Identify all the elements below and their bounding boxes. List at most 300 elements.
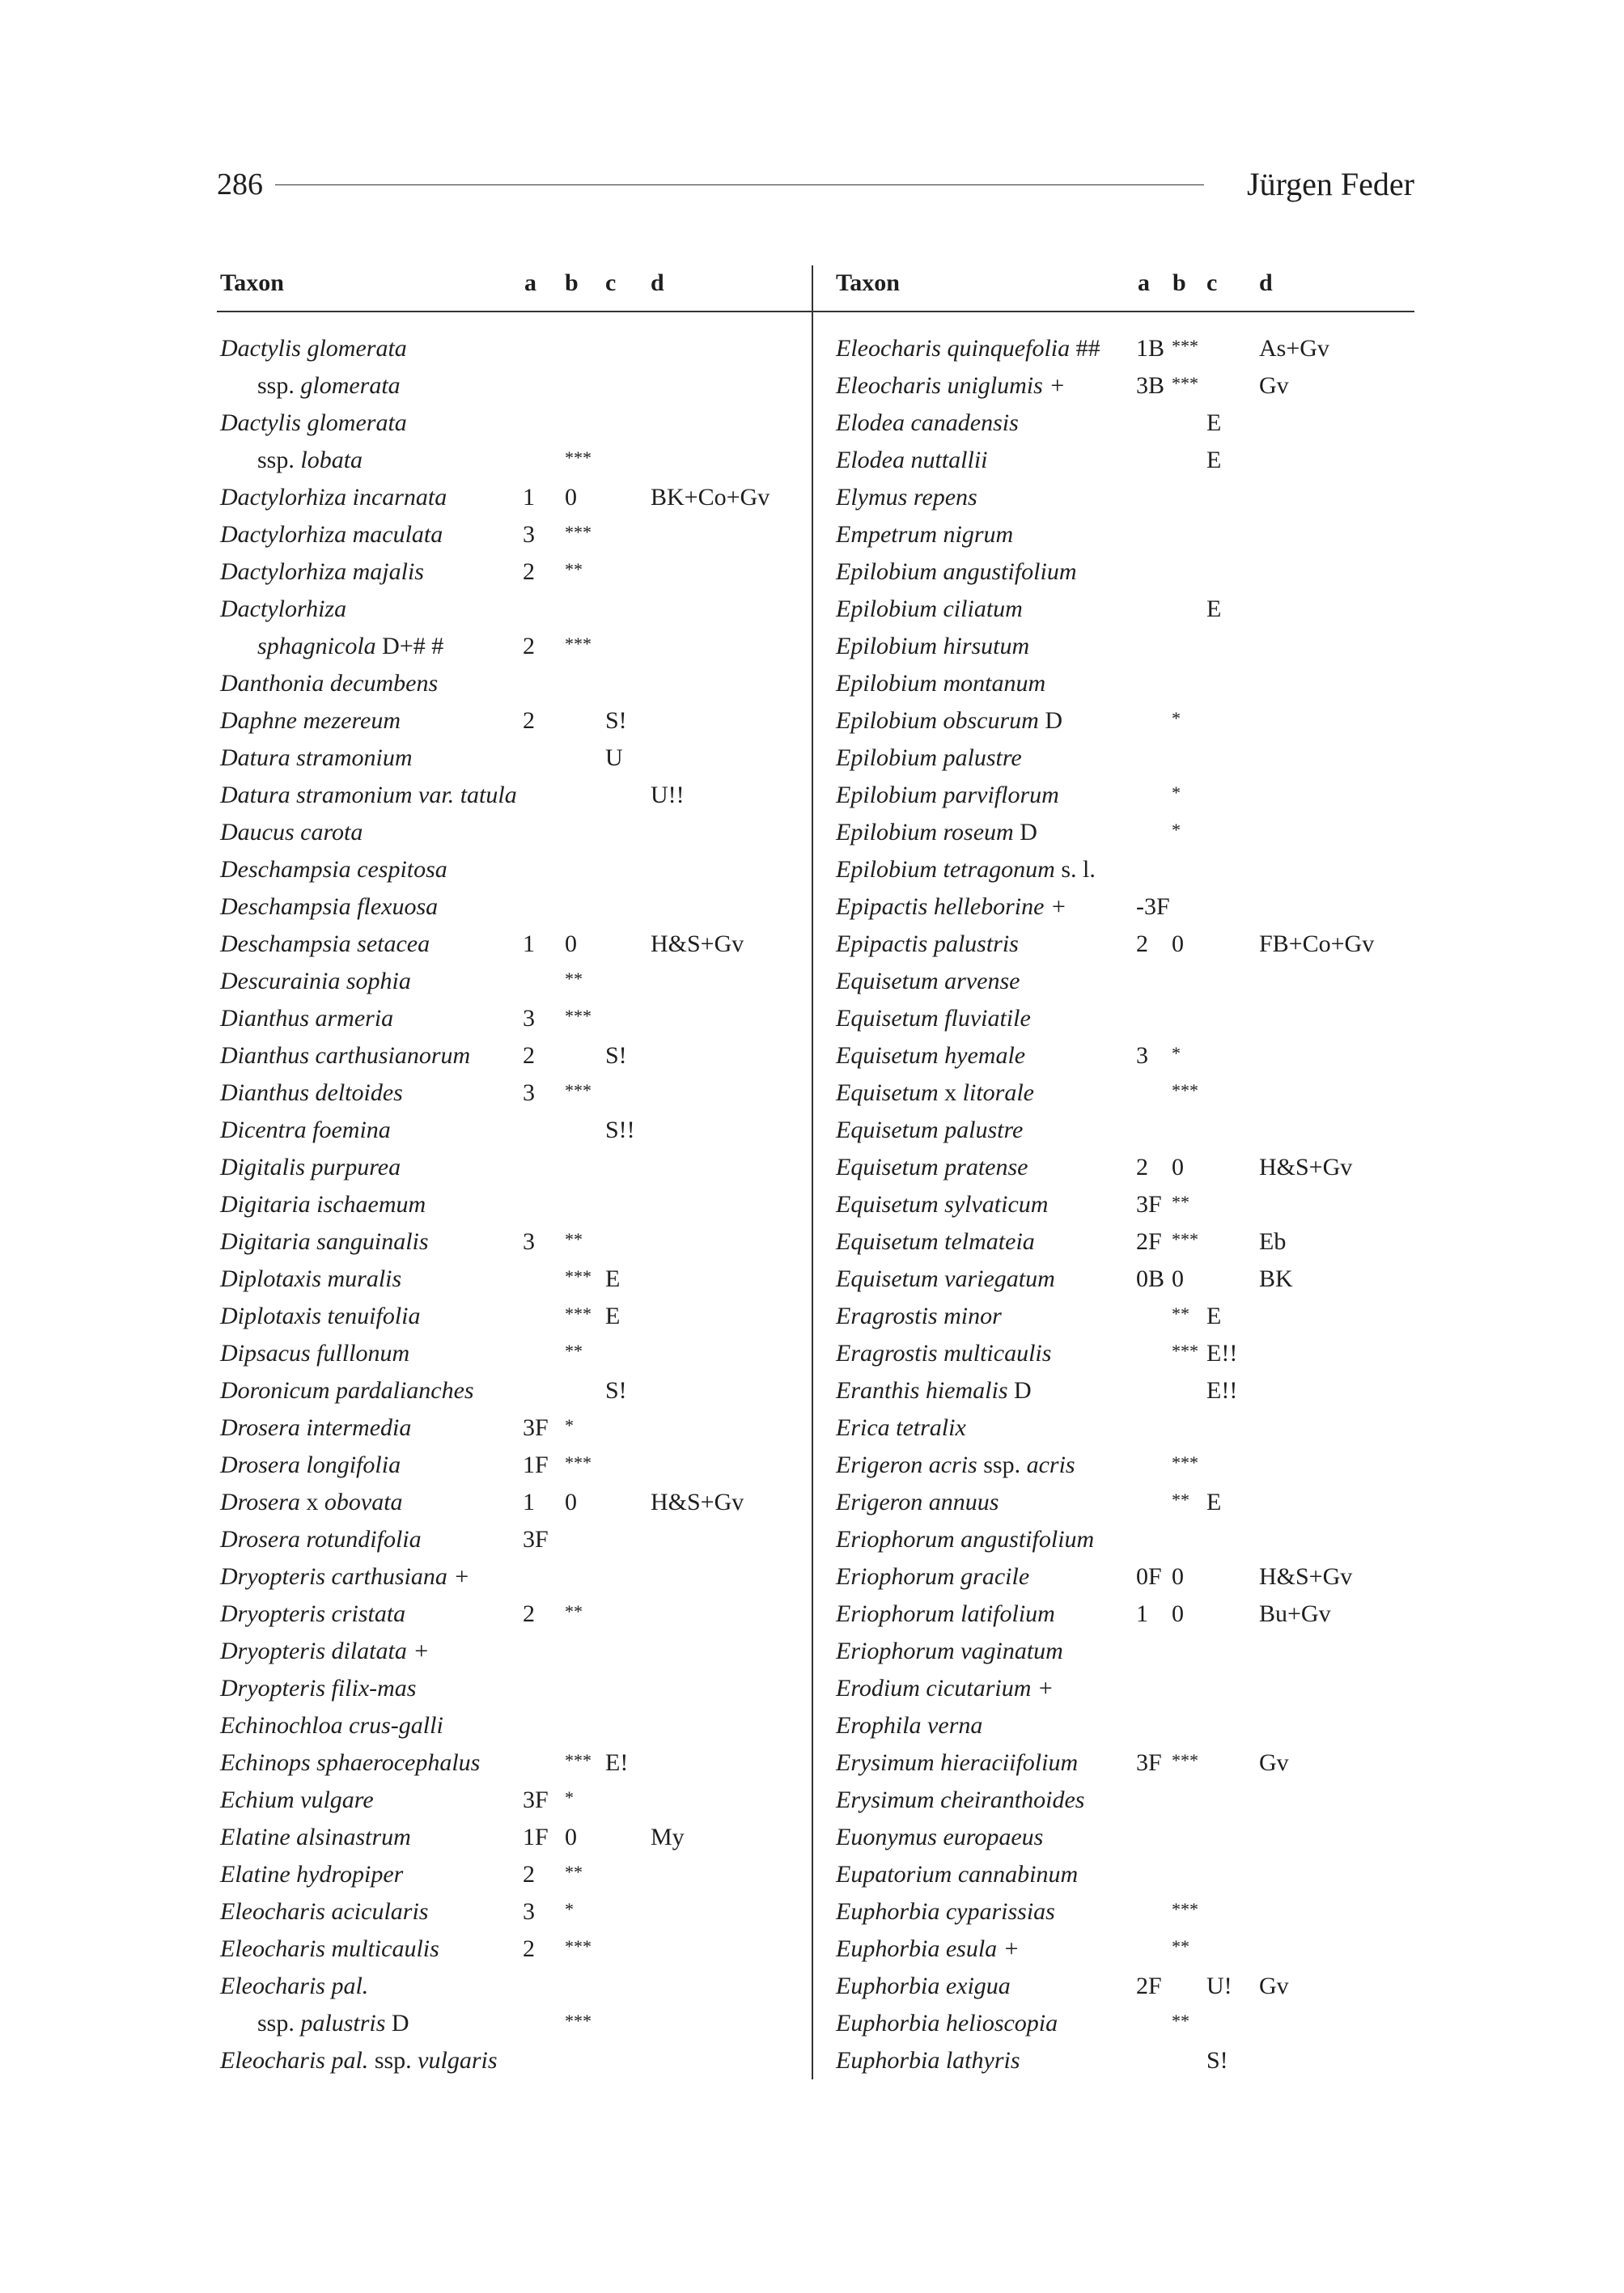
cell-b: *** [565, 447, 592, 468]
cell-a: 0F [1136, 1563, 1162, 1590]
cell-b: * [1172, 1043, 1181, 1063]
table-row [836, 665, 1414, 702]
table-row [220, 963, 810, 1000]
taxon-part: Epipactis helleborine + [836, 893, 1067, 920]
taxon-part: Eupatorium cannabinum [836, 1861, 1079, 1888]
taxon-name [836, 1558, 1029, 1596]
cell-a: 3F [1136, 1191, 1162, 1218]
table-row [836, 1931, 1414, 1968]
cell-a: 2 [523, 1935, 535, 1962]
table-row [220, 2005, 810, 2042]
taxon-name [836, 1037, 1025, 1074]
taxon-name [836, 1744, 1078, 1782]
table-row [836, 1112, 1414, 1149]
taxon-name [220, 740, 413, 777]
taxon-part: ssp. [977, 1452, 1027, 1478]
cell-b: 0 [1172, 1154, 1184, 1180]
taxon-part: Eleocharis pal. [220, 1973, 369, 1999]
cell-b: *** [565, 522, 592, 542]
cell-b: ** [1172, 1303, 1189, 1324]
cell-c: S! [605, 707, 627, 734]
taxon-part: Euphorbia esula + [836, 1935, 1020, 1962]
cell-b: *** [565, 1936, 592, 1956]
taxon-part: Euphorbia helioscopia [836, 2010, 1058, 2037]
taxon-part: ssp. [257, 2010, 301, 2037]
table-row [220, 1074, 810, 1112]
table-row [836, 1707, 1414, 1744]
table-row [220, 1186, 810, 1223]
cell-a: 2 [523, 558, 535, 585]
table-row [836, 740, 1414, 777]
taxon-name [836, 1633, 1063, 1670]
taxon-name [220, 1670, 416, 1707]
table-row [836, 963, 1414, 1000]
table-row [220, 1000, 810, 1037]
taxon-part: Eragrostis minor [836, 1303, 1002, 1329]
taxon-part: Epilobium hirsutum [836, 633, 1030, 659]
table-row [220, 516, 810, 553]
table-row [836, 479, 1414, 516]
taxon-part: Euphorbia exigua [836, 1973, 1011, 1999]
cell-b: ** [1172, 2011, 1189, 2031]
taxon-part: Equisetum sylvaticum [836, 1191, 1049, 1218]
taxon-part: Dipsacus fulllonum [220, 1340, 410, 1367]
cell-b: *** [565, 1452, 592, 1473]
table-row [836, 1000, 1414, 1037]
table-row [220, 1261, 810, 1298]
cell-a: 2 [523, 1600, 535, 1627]
taxon-name [220, 1633, 430, 1670]
table-header-rule [217, 311, 1414, 312]
table-row [220, 1372, 810, 1409]
cell-c: E [605, 1265, 621, 1292]
table-rows [836, 330, 1414, 2079]
cell-a: 2 [1136, 930, 1148, 957]
cell-b: ** [565, 559, 583, 579]
taxon-part: Dactylis glomerata [220, 409, 407, 436]
taxon-name [836, 1670, 1054, 1707]
taxon-part: Dactylorhiza [220, 596, 347, 622]
table-row [220, 851, 810, 888]
taxon-part: Eleocharis multicaulis [220, 1935, 439, 1962]
cell-b: *** [1172, 1452, 1198, 1473]
table-row [836, 814, 1414, 851]
taxon-name [836, 1298, 1002, 1335]
taxon-part: Epilobium parviflorum [836, 782, 1059, 808]
taxon-part: Dryopteris carthusiana + [220, 1563, 470, 1590]
taxon-part: Eriophorum angustifolium [836, 1526, 1095, 1553]
taxon-name [836, 1074, 1034, 1112]
taxon-part: Echinops sphaerocephalus [220, 1749, 481, 1776]
header-c: c [1206, 269, 1218, 296]
cell-b: ** [565, 968, 583, 989]
taxon-name [220, 888, 438, 926]
cell-d: H&S+Gv [1259, 1563, 1353, 1590]
table-rows [220, 330, 810, 2079]
taxon-name [220, 1409, 411, 1447]
cell-d: My [651, 1824, 685, 1850]
taxon-part: Elodea canadensis [836, 409, 1019, 436]
taxon-name [220, 1149, 401, 1186]
taxon-part: Drosera [220, 1489, 307, 1515]
header-taxon: Taxon [220, 269, 284, 296]
cell-c: E! [605, 1749, 629, 1776]
taxon-part: Drosera rotundifolia [220, 1526, 422, 1553]
taxon-name [836, 665, 1045, 702]
taxon-part: Daphne mezereum [220, 707, 401, 734]
cell-c: E [1206, 409, 1222, 436]
taxon-name [836, 1409, 966, 1447]
taxon-name [220, 1856, 403, 1893]
taxon-name [220, 1596, 405, 1633]
table-row [220, 330, 810, 367]
table-row [220, 777, 810, 814]
taxon-name [220, 1037, 470, 1074]
taxon-name [220, 1931, 439, 1968]
cell-a: 3F [523, 1526, 549, 1553]
taxon-part: Euonymus europaeus [836, 1824, 1044, 1850]
cell-b: ** [1172, 1490, 1189, 1510]
taxon-name [836, 1335, 1051, 1372]
taxon-part: Digitalis purpurea [220, 1154, 401, 1180]
taxon-name [220, 1074, 403, 1112]
table-row [836, 1186, 1414, 1223]
table-row [836, 1596, 1414, 1633]
taxon-part: ssp. [257, 372, 301, 399]
table-row [836, 1782, 1414, 1819]
taxon-name [220, 1000, 393, 1037]
taxon-part: Erigeron acris [836, 1452, 977, 1478]
taxon-name [836, 1931, 1020, 1968]
taxon-name [220, 1707, 443, 1744]
taxon-name [220, 1335, 409, 1372]
cell-b: *** [1172, 1229, 1198, 1249]
cell-a: 2F [1136, 1228, 1162, 1255]
cell-c: E [605, 1303, 621, 1329]
taxon-part: Eragrostis multicaulis [836, 1340, 1052, 1367]
taxon-part: Equisetum arvense [836, 968, 1020, 994]
cell-c: S! [605, 1042, 627, 1069]
table-row [220, 814, 810, 851]
table-row [220, 740, 810, 777]
taxon-name [220, 665, 438, 702]
table-row [836, 628, 1414, 665]
taxon-name [836, 740, 1022, 777]
taxon-name [836, 702, 1062, 740]
taxon-part: Digitaria ischaemum [220, 1191, 426, 1218]
taxon-part: Echinochloa crus-galli [220, 1712, 443, 1739]
taxon-name [220, 1782, 374, 1819]
taxon-part: Daucus carota [220, 819, 363, 846]
table-row [220, 591, 810, 628]
taxon-name [836, 330, 1100, 367]
taxon-name [836, 926, 1019, 963]
taxon-part: Dryopteris filix-mas [220, 1675, 417, 1702]
taxon-part: Dryopteris cristata [220, 1600, 406, 1627]
cell-a: 1F [523, 1824, 549, 1850]
taxon-name [220, 2005, 409, 2042]
cell-b: * [565, 1415, 574, 1435]
table-row [220, 1931, 810, 1968]
taxon-part: lobata [300, 447, 363, 473]
taxon-part: D [385, 2010, 409, 2037]
header-b: b [565, 269, 579, 296]
taxon-part: Doronicum pardalianches [220, 1377, 474, 1404]
table-row [836, 516, 1414, 553]
taxon-name [220, 405, 407, 442]
taxon-name [836, 963, 1020, 1000]
table-row [836, 591, 1414, 628]
cell-d: Gv [1259, 1973, 1289, 1999]
taxon-part: Erysimum hieraciifolium [836, 1749, 1079, 1776]
taxon-part: Equisetum hyemale [836, 1042, 1026, 1069]
taxon-name [836, 1186, 1048, 1223]
taxon-part: Empetrum nigrum [836, 521, 1014, 548]
cell-a: 3 [523, 521, 535, 548]
table-row [836, 1223, 1414, 1261]
table-row [220, 1856, 810, 1893]
table-row [220, 1558, 810, 1596]
table-row [836, 1968, 1414, 2005]
table-row [220, 1409, 810, 1447]
taxon-part: Euphorbia cyparissias [836, 1898, 1055, 1925]
cell-b: ** [565, 1229, 583, 1249]
taxon-name [220, 330, 407, 367]
taxon-name [836, 1596, 1055, 1633]
taxon-part: Epilobium obscurum [836, 707, 1039, 734]
table-row [836, 1298, 1414, 1335]
taxon-part: Epilobium roseum [836, 819, 1014, 846]
taxon-part: Equisetum [836, 1079, 945, 1106]
table-row [220, 1893, 810, 1931]
cell-b: ** [565, 1341, 583, 1361]
taxon-part: Erodium cicutarium + [836, 1675, 1054, 1702]
taxon-part: Equisetum pratense [836, 1154, 1028, 1180]
cell-a: 1F [523, 1452, 549, 1478]
cell-b: * [1172, 708, 1181, 728]
cell-d: Bu+Gv [1259, 1600, 1331, 1627]
taxon-name [220, 553, 424, 591]
taxon-name [836, 1112, 1023, 1149]
taxon-part: litorale [962, 1079, 1034, 1106]
taxon-part: Dicentra foemina [220, 1117, 391, 1143]
taxon-name [220, 516, 443, 553]
taxon-name [836, 1893, 1055, 1931]
taxon-name [836, 851, 1096, 888]
taxon-name [220, 1186, 426, 1223]
taxon-name [836, 1968, 1011, 2005]
taxon-name [836, 777, 1059, 814]
taxon-name [220, 1893, 428, 1931]
cell-b: *** [1172, 373, 1198, 393]
table-row [220, 479, 810, 516]
taxon-part: glomerata [300, 372, 401, 399]
table-row [220, 1633, 810, 1670]
taxon-part: ssp. [257, 447, 301, 473]
cell-b: *** [565, 1750, 592, 1770]
taxon-part: Deschampsia cespitosa [220, 856, 447, 883]
taxon-name [220, 1223, 429, 1261]
taxon-name [220, 628, 443, 665]
table-row [220, 1112, 810, 1149]
header-taxon: Taxon [836, 269, 900, 296]
cell-c: E!! [1206, 1340, 1238, 1367]
cell-b: 0 [565, 484, 577, 511]
taxon-name [220, 1298, 421, 1335]
cell-b: *** [565, 634, 592, 654]
cell-a: 1 [523, 930, 535, 957]
taxon-part: Descurainia sophia [220, 968, 411, 994]
taxon-part: Epilobium montanum [836, 670, 1046, 697]
table-row [220, 1707, 810, 1744]
taxon-name [836, 888, 1066, 926]
table-row [836, 1558, 1414, 1596]
taxon-name [220, 777, 517, 814]
taxon-name [836, 628, 1029, 665]
cell-c: S!! [605, 1117, 635, 1143]
taxon-name [836, 2042, 1020, 2079]
taxon-part: Dianthus armeria [220, 1005, 394, 1032]
taxon-name [836, 1484, 999, 1521]
cell-b: *** [565, 1080, 592, 1100]
cell-a: -3F [1136, 893, 1170, 920]
table-row [836, 1856, 1414, 1893]
cell-a: 2F [1136, 1973, 1162, 1999]
cell-a: 3 [1136, 1042, 1148, 1069]
header-a: a [524, 269, 536, 296]
taxon-name [836, 1372, 1032, 1409]
taxon-part: sphagnicola [257, 633, 376, 659]
taxon-part: s. l. [1054, 856, 1096, 883]
taxon-name [220, 2042, 498, 2079]
taxon-name [836, 367, 1066, 405]
cell-a: 1B [1136, 335, 1165, 362]
taxon-part: Deschampsia setacea [220, 930, 430, 957]
table-row [836, 330, 1414, 367]
cell-a: 2 [523, 633, 535, 659]
table-row [220, 1149, 810, 1186]
taxon-part: Equisetum fluviatile [836, 1005, 1031, 1032]
taxon-name [836, 479, 977, 516]
table-row [220, 553, 810, 591]
table-row [220, 1484, 810, 1521]
taxon-part: Datura stramonium [220, 744, 413, 771]
taxon-name [220, 1261, 401, 1298]
cell-b: 0 [1172, 930, 1184, 957]
table-row [836, 367, 1414, 405]
author-name: Jürgen Feder [1247, 166, 1414, 202]
taxon-part: Elymus repens [836, 484, 977, 511]
cell-b: 0 [565, 1824, 577, 1850]
taxon-part: ## [1070, 335, 1100, 362]
taxon-part: Eleocharis pal. [220, 2047, 375, 2074]
taxon-part: Eleocharis uniglumis + [836, 372, 1066, 399]
taxon-part: Echium vulgare [220, 1787, 374, 1813]
cell-b: 0 [1172, 1600, 1184, 1627]
cell-c: E [1206, 596, 1222, 622]
taxon-part: Digitaria sanguinalis [220, 1228, 429, 1255]
table-row [836, 851, 1414, 888]
taxon-part: Elatine alsinastrum [220, 1824, 411, 1850]
table-row [836, 2005, 1414, 2042]
cell-b: ** [1172, 1936, 1189, 1956]
taxon-name [836, 1782, 1084, 1819]
cell-d: As+Gv [1259, 335, 1329, 362]
cell-a: 1 [523, 484, 535, 511]
table-row [836, 1819, 1414, 1856]
table-row [220, 405, 810, 442]
table-header [836, 265, 1414, 307]
table-row [220, 702, 810, 740]
taxon-name [836, 1707, 982, 1744]
cell-d: Gv [1259, 1749, 1289, 1776]
cell-d: H&S+Gv [651, 1489, 744, 1515]
taxon-name [220, 851, 447, 888]
taxon-part: Euphorbia lathyris [836, 2047, 1020, 2074]
taxon-part: Dactylis glomerata [220, 335, 407, 362]
taxon-name [836, 1000, 1031, 1037]
taxon-name [220, 479, 447, 516]
cell-c: U [605, 744, 623, 771]
taxon-part: Dactylorhiza majalis [220, 558, 424, 585]
taxon-part: Equisetum telmateia [836, 1228, 1035, 1255]
taxon-name [220, 1968, 368, 2005]
taxon-part: Erysimum cheiranthoides [836, 1787, 1085, 1813]
taxon-part: Diplotaxis muralis [220, 1265, 402, 1292]
cell-a: 3B [1136, 372, 1165, 399]
taxon-part: palustris [300, 2010, 386, 2037]
cell-c: S! [1206, 2047, 1228, 2074]
cell-c: E [1206, 1303, 1222, 1329]
cell-b: 0 [1172, 1265, 1184, 1292]
cell-b: *** [1172, 1750, 1198, 1770]
taxon-part: Eriophorum latifolium [836, 1600, 1055, 1627]
cell-a: 2 [523, 707, 535, 734]
table-row [220, 1782, 810, 1819]
cell-a: 2 [523, 1861, 535, 1888]
cell-b: *** [565, 1006, 592, 1026]
cell-a: 3 [523, 1005, 535, 1032]
table-row [836, 1893, 1414, 1931]
cell-b: *** [565, 2011, 592, 2031]
cell-d: Eb [1259, 1228, 1287, 1255]
taxon-part: Erica tetralix [836, 1414, 966, 1441]
cell-b: 0 [1172, 1563, 1184, 1590]
cell-b: * [1172, 782, 1181, 803]
table-row [836, 1633, 1414, 1670]
taxon-part: Elodea nuttallii [836, 447, 988, 473]
taxon-name [220, 367, 401, 405]
taxon-name [836, 1223, 1035, 1261]
table-row [220, 1670, 810, 1707]
taxon-name [836, 591, 1023, 628]
taxon-part: Epilobium palustre [836, 744, 1022, 771]
taxon-part: Epilobium angustifolium [836, 558, 1077, 585]
taxon-name [220, 926, 430, 963]
cell-a: 1 [523, 1489, 535, 1515]
taxon-part: Epilobium tetragonum [836, 856, 1055, 883]
table-row [220, 1447, 810, 1484]
taxon-name [836, 1521, 1094, 1558]
taxon-part: Epipactis palustris [836, 930, 1019, 957]
table-row [220, 1037, 810, 1074]
table-row [836, 1447, 1414, 1484]
taxon-part: Equisetum palustre [836, 1117, 1024, 1143]
taxon-part: Datura stramonium var. tatula [220, 782, 517, 808]
taxon-name [836, 1856, 1078, 1893]
table-row [836, 1409, 1414, 1447]
cell-c: S! [605, 1377, 627, 1404]
